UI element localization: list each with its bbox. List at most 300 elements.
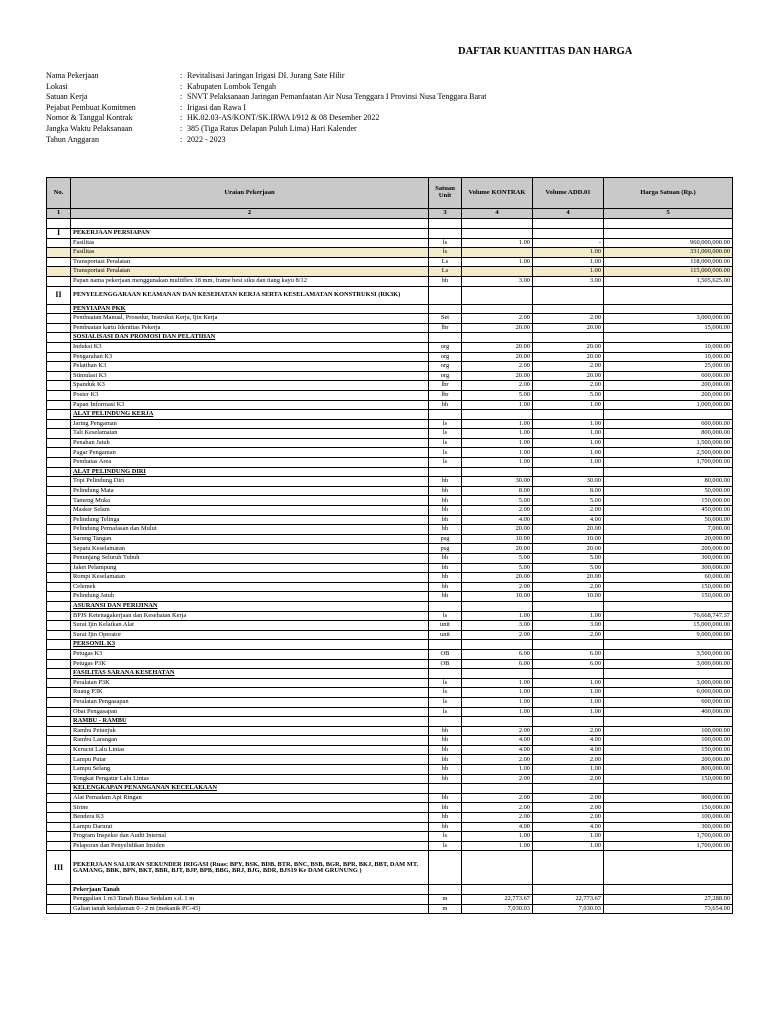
cell-volume-contract: 10.00 xyxy=(462,534,533,544)
cell-volume-add: 20.00 xyxy=(533,323,604,333)
cell-volume-add: 1.00 xyxy=(533,448,604,458)
cell-description: Surat Ijin Kelaikan Alat xyxy=(71,621,429,631)
cell-description: Stimulasi K3 xyxy=(71,371,429,381)
cell-description: Transportasi Peralatan xyxy=(71,267,429,277)
cell-description: Fasilitas xyxy=(71,238,429,248)
cell-volume-add xyxy=(533,304,604,314)
cell-volume-add: 10.00 xyxy=(533,592,604,602)
table-row xyxy=(47,621,733,631)
table-row xyxy=(47,755,733,765)
subsection-row xyxy=(47,410,733,420)
cell-unit-price: 50,000.00 xyxy=(604,486,733,496)
cell-unit: psg xyxy=(429,534,462,544)
cell-volume-add: 2.00 xyxy=(533,774,604,784)
section-row xyxy=(47,851,733,885)
cell-description: Rambu Larangan xyxy=(71,736,429,746)
cell-unit: bh xyxy=(429,276,462,286)
cell-description: Sirine xyxy=(71,803,429,813)
cell-volume-add: 2.00 xyxy=(533,726,604,736)
cell-volume-add: 2.00 xyxy=(533,793,604,803)
cell-volume-add xyxy=(533,286,604,304)
cell-description: Pekerjaan Tanah xyxy=(71,885,429,895)
cell-unit-price: 100,000.00 xyxy=(604,726,733,736)
cell-unit: ls xyxy=(429,458,462,468)
cell-volume-add: 1.00 xyxy=(533,678,604,688)
cell-no xyxy=(47,793,71,803)
cell-unit-price: 118,000,000.00 xyxy=(604,257,733,267)
cell-volume-contract xyxy=(462,286,533,304)
cell-volume-add: 2.00 xyxy=(533,630,604,640)
cell-unit xyxy=(429,467,462,477)
cell-no xyxy=(47,601,71,611)
cell-description: Obat Pengasapan xyxy=(71,707,429,717)
table-row xyxy=(47,352,733,362)
table-row xyxy=(47,707,733,717)
cell-volume-contract: 20.00 xyxy=(462,544,533,554)
cell-no xyxy=(47,467,71,477)
cell-unit-price: 150,000.00 xyxy=(604,774,733,784)
col-number: 2 xyxy=(71,209,429,219)
cell-unit xyxy=(429,229,462,239)
cell-volume-contract: 2.00 xyxy=(462,813,533,823)
cell-description: Pelindung Mata xyxy=(71,486,429,496)
cell-unit: ls xyxy=(429,688,462,698)
cell-description: Petugas K3 xyxy=(71,649,429,659)
cell-no xyxy=(47,554,71,564)
cell-volume-contract: 1.00 xyxy=(462,458,533,468)
cell-no xyxy=(47,582,71,592)
cell-unit: bh xyxy=(429,506,462,516)
cell-unit: psg xyxy=(429,544,462,554)
cell-no xyxy=(47,477,71,487)
cell-description: KELENGKAPAN PENANGANAN KECELAKAAN xyxy=(71,784,429,794)
cell-description: Peralatan Pengasapan xyxy=(71,697,429,707)
table-row xyxy=(47,554,733,564)
cell-unit: bh xyxy=(429,726,462,736)
cell-no xyxy=(47,841,71,851)
cell-volume-add: 20.00 xyxy=(533,525,604,535)
cell-volume-add: 1.00 xyxy=(533,458,604,468)
project-info-value: 385 (Tiga Ratus Delapan Puluh Lima) Hari Kalender xyxy=(187,123,357,133)
table-header-row xyxy=(47,178,733,209)
subsection-row xyxy=(47,467,733,477)
subsection-row xyxy=(47,333,733,343)
cell-no xyxy=(47,563,71,573)
cell-description xyxy=(71,219,429,229)
cell-no xyxy=(47,429,71,439)
subsection-row xyxy=(47,304,733,314)
cell-volume-contract: 2.00 xyxy=(462,774,533,784)
cell-unit: bh xyxy=(429,563,462,573)
table-row xyxy=(47,573,733,583)
cell-unit-price: 600,000.00 xyxy=(604,697,733,707)
project-info-row xyxy=(46,124,486,135)
cell-no xyxy=(47,248,71,258)
cell-no xyxy=(47,592,71,602)
cell-unit xyxy=(429,640,462,650)
cell-no xyxy=(47,904,71,914)
cell-volume-add xyxy=(533,333,604,343)
cell-description: PERSONIL K3 xyxy=(71,640,429,650)
cell-description: Rambu Petunjuk xyxy=(71,726,429,736)
cell-unit-price: 7,000.00 xyxy=(604,525,733,535)
table-row xyxy=(47,496,733,506)
cell-unit-price xyxy=(604,286,733,304)
cell-unit xyxy=(429,669,462,679)
cell-unit-price: 100,000.00 xyxy=(604,736,733,746)
cell-no xyxy=(47,544,71,554)
cell-unit xyxy=(429,304,462,314)
cell-unit: ls xyxy=(429,678,462,688)
cell-volume-add xyxy=(533,669,604,679)
col-number: 5 xyxy=(604,209,733,219)
cell-unit xyxy=(429,784,462,794)
cell-no xyxy=(47,486,71,496)
cell-unit: unit xyxy=(429,621,462,631)
cell-description: Tali Keselamatan xyxy=(71,429,429,439)
cell-unit-price: 150,000.00 xyxy=(604,803,733,813)
project-info-value: SNVT Pelaksanaan Jaringan Pemanfaatan Air Nusa Tenggara I Provinsi Nusa Tenggara Barat xyxy=(187,92,487,102)
table-row xyxy=(47,314,733,324)
table-row xyxy=(47,448,733,458)
cell-volume-add: - xyxy=(533,238,604,248)
column-number-row xyxy=(47,209,733,219)
cell-volume-contract: 1.00 xyxy=(462,697,533,707)
cell-no xyxy=(47,314,71,324)
cell-unit-price: 150,000.00 xyxy=(604,496,733,506)
cell-no xyxy=(47,726,71,736)
cell-unit: bh xyxy=(429,515,462,525)
cell-no xyxy=(47,448,71,458)
cell-description: Pelindung Telinga xyxy=(71,515,429,525)
cell-unit-price: 2,500,000.00 xyxy=(604,448,733,458)
cell-volume-add: 1.00 xyxy=(533,697,604,707)
cell-volume-contract: 1.00 xyxy=(462,429,533,439)
table-row xyxy=(47,458,733,468)
cell-no xyxy=(47,534,71,544)
cell-unit-price: 800,000.00 xyxy=(604,765,733,775)
table-row xyxy=(47,248,733,258)
table-row xyxy=(47,895,733,905)
document-title: DAFTAR KUANTITAS DAN HARGA xyxy=(458,46,633,57)
cell-volume-contract: 3.00 xyxy=(462,621,533,631)
cell-unit-price xyxy=(604,467,733,477)
cell-description: Transportasi Peralatan xyxy=(71,257,429,267)
cell-description: Pagar Pengaman xyxy=(71,448,429,458)
table-row xyxy=(47,525,733,535)
cell-volume-add xyxy=(533,410,604,420)
cell-description: Penunjang Seluruh Tubuh xyxy=(71,554,429,564)
table-row xyxy=(47,736,733,746)
cell-unit-price xyxy=(604,784,733,794)
cell-description: Papan nama pekerjaan menggunakan multiflex 18 mm, frame besi siku dan tiang kayu 8/12 xyxy=(71,276,429,286)
cell-volume-contract: 6.00 xyxy=(462,659,533,669)
table-row xyxy=(47,342,733,352)
cell-unit-price xyxy=(604,333,733,343)
cell-unit xyxy=(429,286,462,304)
cell-no xyxy=(47,640,71,650)
cell-volume-add: 1.00 xyxy=(533,438,604,448)
cell-volume-add: 1.00 xyxy=(533,765,604,775)
table-row xyxy=(47,592,733,602)
cell-volume-add: 1.00 xyxy=(533,248,604,258)
cell-volume-contract xyxy=(462,248,533,258)
cell-volume-contract: 1.00 xyxy=(462,707,533,717)
cell-no xyxy=(47,333,71,343)
cell-unit-price: 300,000.00 xyxy=(604,554,733,564)
table-row xyxy=(47,822,733,832)
cell-unit-price: 50,000.00 xyxy=(604,515,733,525)
cell-unit xyxy=(429,851,462,885)
cell-volume-add: 2.00 xyxy=(533,813,604,823)
cell-description: Pelindung Jatuh xyxy=(71,592,429,602)
cell-unit: bh xyxy=(429,400,462,410)
cell-no xyxy=(47,573,71,583)
table-row xyxy=(47,774,733,784)
cell-unit: ls xyxy=(429,438,462,448)
cell-description: Fasilitas xyxy=(71,248,429,258)
cell-volume-add xyxy=(533,601,604,611)
cell-description: Topi Pelindung Diri xyxy=(71,477,429,487)
cell-volume-contract: 2.00 xyxy=(462,362,533,372)
cell-no xyxy=(47,659,71,669)
cell-volume-add: 1.00 xyxy=(533,832,604,842)
cell-volume-contract: 5.00 xyxy=(462,496,533,506)
cell-volume-add xyxy=(533,467,604,477)
cell-unit: ls xyxy=(429,841,462,851)
cell-unit: bh xyxy=(429,745,462,755)
cell-volume-add: 2.00 xyxy=(533,803,604,813)
cell-unit: bh xyxy=(429,496,462,506)
cell-unit-price: 300,000.00 xyxy=(604,822,733,832)
cell-unit: bh xyxy=(429,774,462,784)
cell-volume-add: 20.00 xyxy=(533,544,604,554)
cell-volume-add: 5.00 xyxy=(533,563,604,573)
bill-of-quantities-table xyxy=(46,177,733,914)
cell-volume-contract xyxy=(462,601,533,611)
section-row xyxy=(47,286,733,304)
cell-volume-add: 5.00 xyxy=(533,390,604,400)
table-row xyxy=(47,697,733,707)
spacer-row xyxy=(47,219,733,229)
cell-unit xyxy=(429,601,462,611)
project-info-separator: : xyxy=(180,134,183,144)
cell-unit: ls xyxy=(429,429,462,439)
col-number: 4 xyxy=(462,209,533,219)
cell-unit: lbr xyxy=(429,323,462,333)
cell-unit: ls xyxy=(429,707,462,717)
cell-no xyxy=(47,304,71,314)
cell-volume-contract: 4.00 xyxy=(462,822,533,832)
table-row xyxy=(47,813,733,823)
cell-unit-price: 600,000.00 xyxy=(604,419,733,429)
project-info-label: Nama Pekerjaan xyxy=(46,71,99,80)
cell-volume-contract: 2.00 xyxy=(462,314,533,324)
table-row xyxy=(47,544,733,554)
cell-volume-add xyxy=(533,784,604,794)
project-info-row xyxy=(46,103,486,114)
cell-unit-price: 27,288.00 xyxy=(604,895,733,905)
cell-volume-add: 4.00 xyxy=(533,745,604,755)
table-row xyxy=(47,765,733,775)
cell-volume-contract: 1.00 xyxy=(462,765,533,775)
cell-volume-contract: 5.00 xyxy=(462,563,533,573)
table-row xyxy=(47,726,733,736)
cell-no xyxy=(47,342,71,352)
cell-no xyxy=(47,611,71,621)
cell-volume-add: 1.00 xyxy=(533,841,604,851)
project-info-separator: : xyxy=(180,71,183,80)
cell-description: Rompi Keselamatan xyxy=(71,573,429,583)
cell-description: Induksi K3 xyxy=(71,342,429,352)
cell-description: Penahan Jatuh xyxy=(71,438,429,448)
cell-description: PEKERJAAN SALURAN SEKUNDER IRIGASI (Ruas: BPY, BSK, BDB, BTR, BNC, BSB, BGR, BPR, BKJ, BBT, DAM MT. GAMANG, BBK, BPN, BKT, BBR, BJT, BJP, BPB, BBG, BRJ, BJG, BDR, BJS19 Ke DAM GRUNUNG ) xyxy=(71,851,429,885)
col-header-no: No. xyxy=(47,178,71,209)
cell-unit: bh xyxy=(429,793,462,803)
subsection-row xyxy=(47,601,733,611)
cell-description: Jaket Pelampung xyxy=(71,563,429,573)
cell-no xyxy=(47,697,71,707)
cell-no: III xyxy=(47,851,71,885)
cell-unit-price: 1,700,000.00 xyxy=(604,841,733,851)
col-number: 3 xyxy=(429,209,462,219)
project-info-row xyxy=(46,113,486,124)
cell-description: Celemek xyxy=(71,582,429,592)
cell-description: Ruang P3K xyxy=(71,688,429,698)
cell-unit: bh xyxy=(429,573,462,583)
cell-volume-contract: 3.00 xyxy=(462,276,533,286)
cell-unit-price xyxy=(604,851,733,885)
cell-volume-add: 1.00 xyxy=(533,267,604,277)
cell-description: Masker Selam xyxy=(71,506,429,516)
cell-description: PEKERJAAN PERSIAPAN xyxy=(71,229,429,239)
table-row xyxy=(47,381,733,391)
cell-no xyxy=(47,813,71,823)
cell-volume-contract xyxy=(462,267,533,277)
cell-volume-add: 2.00 xyxy=(533,582,604,592)
cell-volume-add: 20.00 xyxy=(533,573,604,583)
project-info-label: Jangka Waktu Pelaksanaan xyxy=(46,123,133,133)
cell-no xyxy=(47,257,71,267)
cell-volume-contract: 22,773.67 xyxy=(462,895,533,905)
cell-unit: Ls xyxy=(429,267,462,277)
cell-no xyxy=(47,688,71,698)
col-header-description: Uraian Pekerjaan xyxy=(71,178,429,209)
cell-unit-price xyxy=(604,219,733,229)
cell-volume-contract xyxy=(462,219,533,229)
cell-volume-contract: 4.00 xyxy=(462,736,533,746)
cell-volume-contract: 2.00 xyxy=(462,506,533,516)
cell-volume-contract: 1.00 xyxy=(462,688,533,698)
cell-volume-add: 4.00 xyxy=(533,822,604,832)
cell-no xyxy=(47,496,71,506)
project-info-row xyxy=(46,71,486,82)
cell-volume-add xyxy=(533,640,604,650)
cell-no xyxy=(47,832,71,842)
cell-volume-add: 3.00 xyxy=(533,276,604,286)
table-row xyxy=(47,429,733,439)
cell-description: FASILITAS SARANA KESEHATAN xyxy=(71,669,429,679)
cell-unit: m xyxy=(429,895,462,905)
table-row xyxy=(47,630,733,640)
cell-no xyxy=(47,765,71,775)
cell-volume-add: 5.00 xyxy=(533,554,604,564)
project-info-label: Tahun Anggaran xyxy=(46,134,99,144)
cell-unit-price: 100,000.00 xyxy=(604,813,733,823)
cell-no xyxy=(47,803,71,813)
project-info-separator: : xyxy=(180,102,183,112)
cell-unit: Set xyxy=(429,314,462,324)
cell-description: Peralatan P3K xyxy=(71,678,429,688)
cell-volume-add xyxy=(533,229,604,239)
cell-unit-price: 600,000.00 xyxy=(604,371,733,381)
cell-unit: OB xyxy=(429,649,462,659)
cell-volume-add: 4.00 xyxy=(533,736,604,746)
cell-no xyxy=(47,238,71,248)
cell-description: Sarung Tangan xyxy=(71,534,429,544)
cell-no xyxy=(47,400,71,410)
cell-unit-price: 15,000,000.00 xyxy=(604,621,733,631)
cell-no xyxy=(47,669,71,679)
project-info-value: Revitalisasi Jaringan Irigasi DI. Jurang Sate Hilir xyxy=(187,71,345,80)
cell-volume-contract: 20.00 xyxy=(462,371,533,381)
cell-description: Pembuatan kartu Identitas Pekerja xyxy=(71,323,429,333)
cell-unit: bh xyxy=(429,486,462,496)
table-row xyxy=(47,688,733,698)
cell-unit-price: 15,000.00 xyxy=(604,323,733,333)
cell-description: Penggalian 1 m3 Tanah Biasa Sedalam s.d. 1 m xyxy=(71,895,429,905)
cell-unit: lbr xyxy=(429,390,462,400)
cell-description: Pelatihan K3 xyxy=(71,362,429,372)
cell-description: Galian tanah kedalaman 0 - 2 m (mekanik PC-45) xyxy=(71,904,429,914)
cell-volume-contract: 2.00 xyxy=(462,793,533,803)
cell-description: Alat Pemadam Api Ringan xyxy=(71,793,429,803)
table-row xyxy=(47,362,733,372)
cell-volume-contract: 1.00 xyxy=(462,238,533,248)
project-info-row xyxy=(46,92,486,103)
cell-unit-price: 73,654.00 xyxy=(604,904,733,914)
cell-volume-contract: 20.00 xyxy=(462,323,533,333)
cell-unit: bh xyxy=(429,736,462,746)
cell-volume-add xyxy=(533,851,604,885)
cell-unit: bh xyxy=(429,755,462,765)
cell-unit-price: 76,668,747.37 xyxy=(604,611,733,621)
cell-no xyxy=(47,774,71,784)
cell-unit xyxy=(429,717,462,727)
cell-description: Program Inspeksi dan Audit Internal xyxy=(71,832,429,842)
cell-unit: ls xyxy=(429,611,462,621)
table-row xyxy=(47,659,733,669)
cell-unit-price: 200,000.00 xyxy=(604,390,733,400)
cell-volume-add: 2.00 xyxy=(533,381,604,391)
cell-volume-contract: 1.00 xyxy=(462,611,533,621)
cell-volume-contract: 4.00 xyxy=(462,515,533,525)
cell-no xyxy=(47,895,71,905)
cell-description: Pembuatan Manual, Prosedur, Instruksi Kerja, Ijin Kerja xyxy=(71,314,429,324)
cell-unit-price: 200,000.00 xyxy=(604,381,733,391)
cell-description: Lampu Darurat xyxy=(71,822,429,832)
cell-description: Sepatu Keselamatan xyxy=(71,544,429,554)
cell-volume-contract xyxy=(462,669,533,679)
project-info-label: Satuan Kerja xyxy=(46,92,88,102)
cell-volume-contract: 1.00 xyxy=(462,419,533,429)
cell-volume-contract xyxy=(462,229,533,239)
table-row xyxy=(47,371,733,381)
cell-unit-price: 331,000,000.00 xyxy=(604,248,733,258)
cell-volume-add xyxy=(533,885,604,895)
table-row xyxy=(47,745,733,755)
col-header-unit-price: Harga Satuan (Rp.) xyxy=(604,178,733,209)
